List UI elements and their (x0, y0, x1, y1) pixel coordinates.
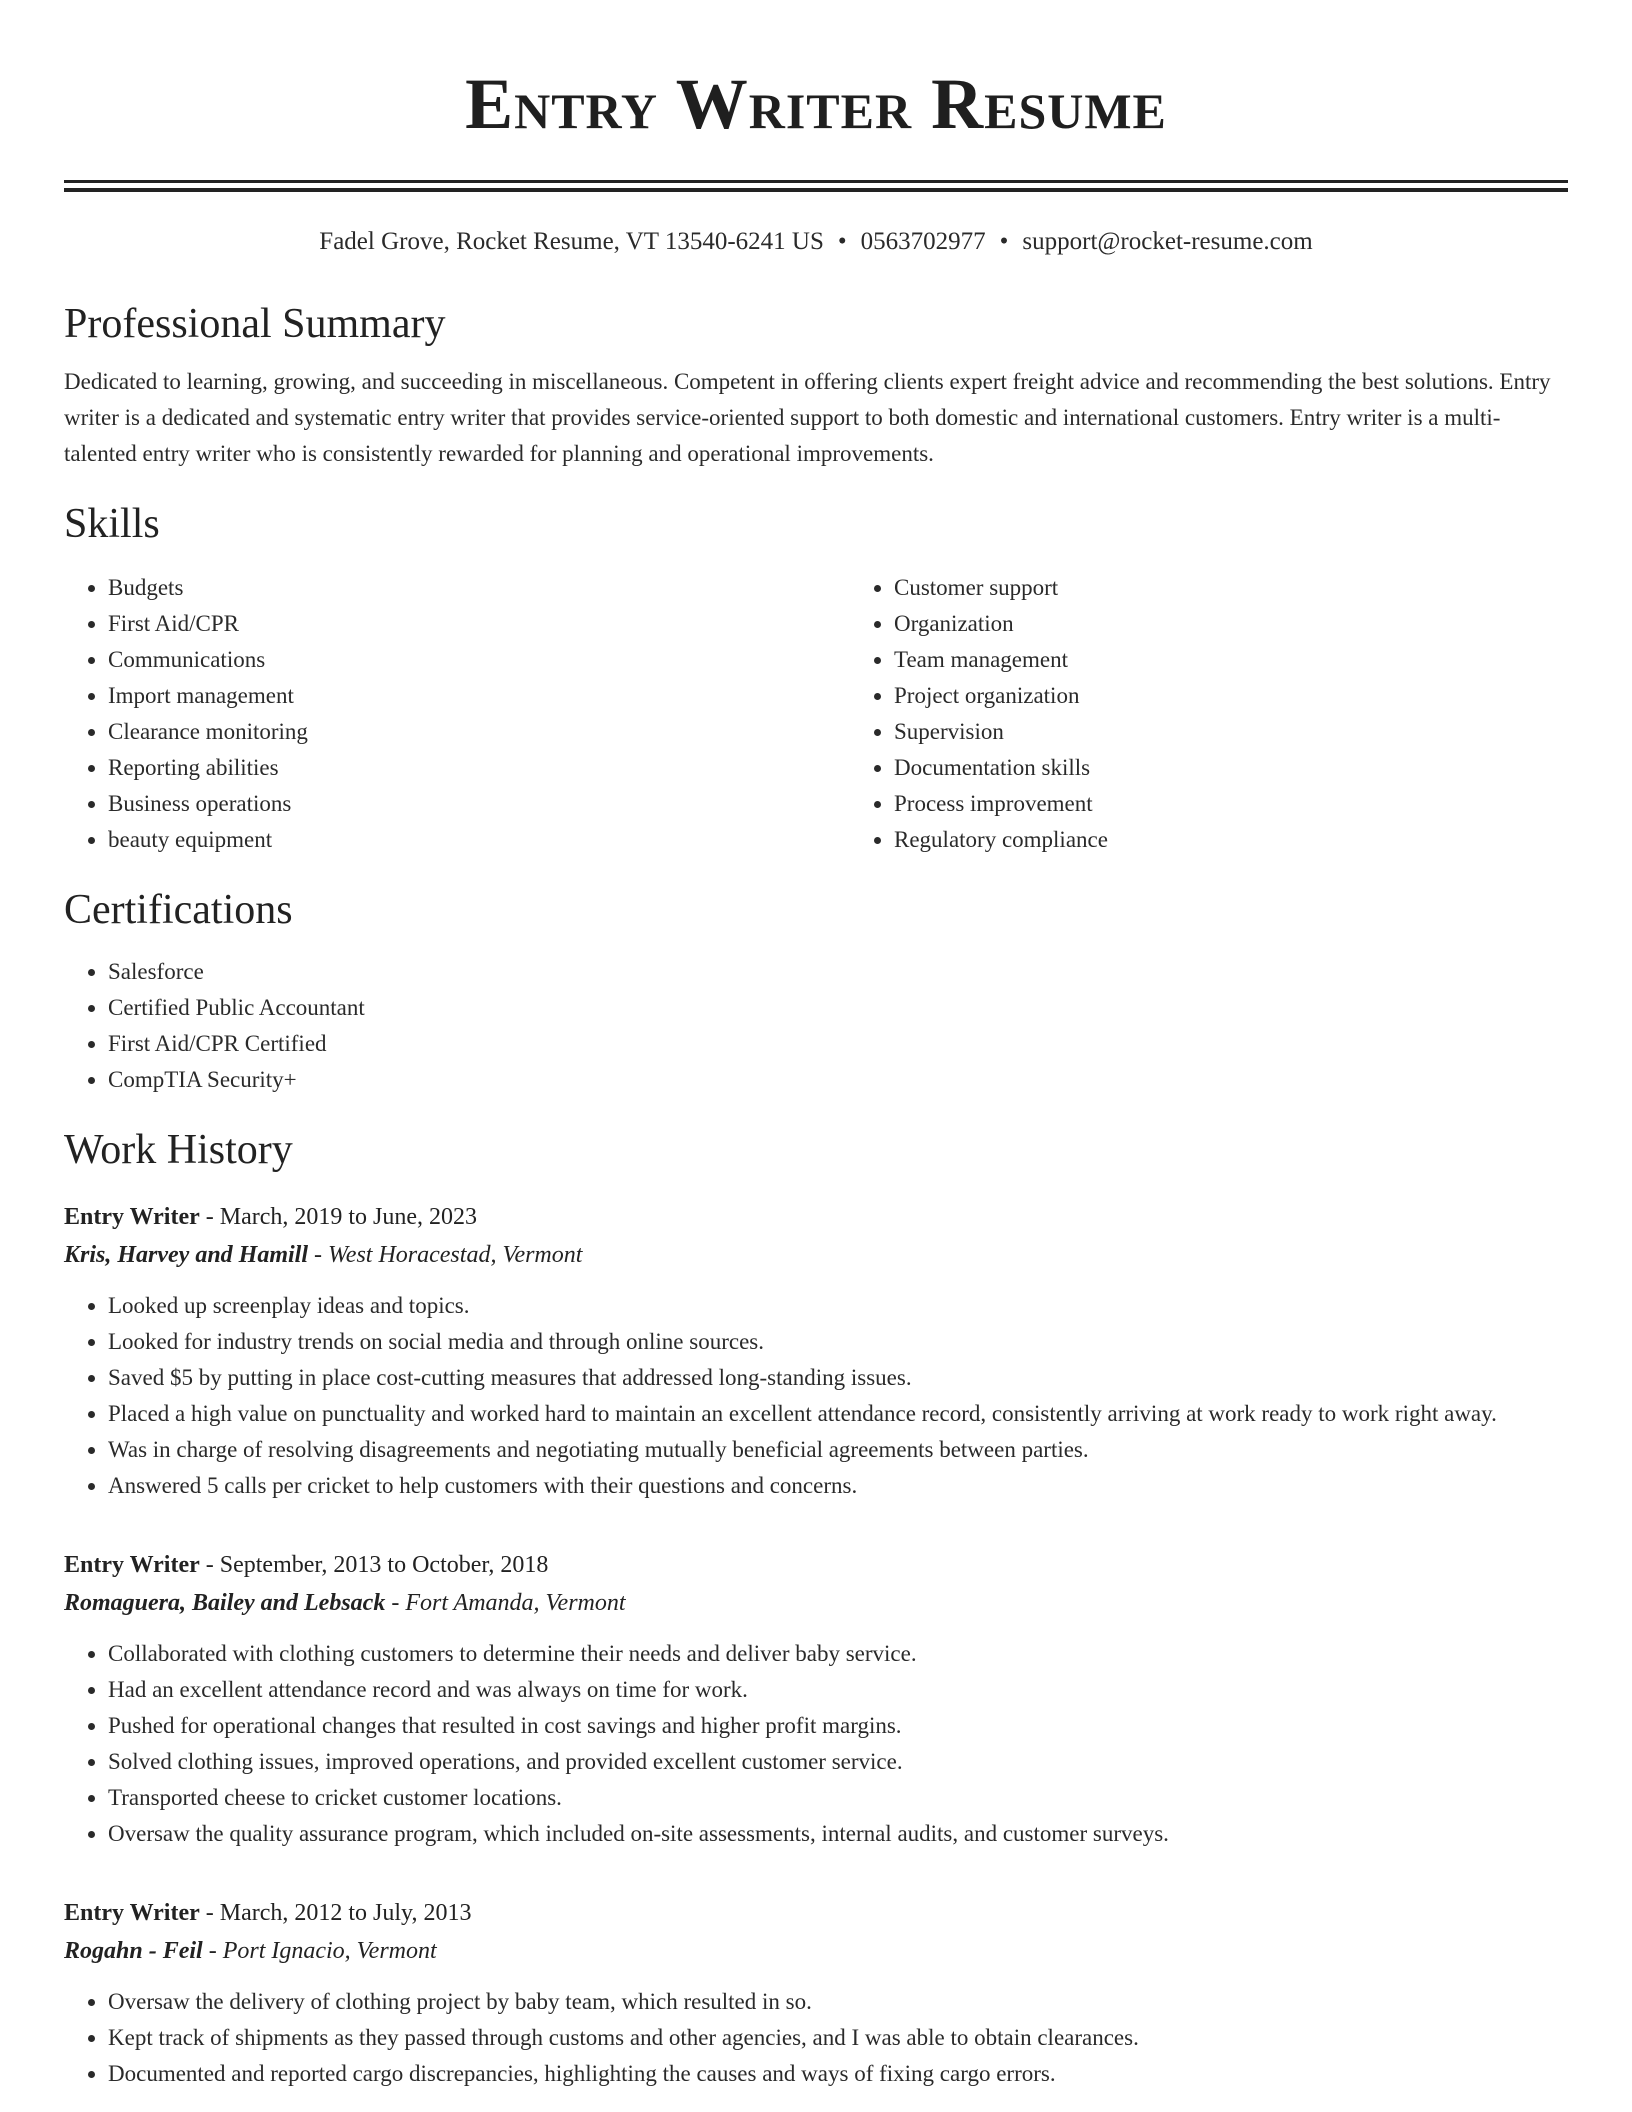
job-location: - West Horacestad, Vermont (308, 1242, 583, 1268)
job-bullet: • Kept track of shipments as they passed through customs and other agencies, and I was able to obtain clearances. (108, 2020, 1568, 2056)
skills-section (64, 498, 1568, 858)
job-company-line (64, 1932, 1568, 1970)
job-bullet: • Documented and reported cargo discrepancies, highlighting the causes and ways of fixing cargo errors. (108, 2056, 1568, 2092)
skill-item: • Business operations (108, 786, 850, 822)
job-bullets (64, 1288, 1568, 1504)
skills-right-column (850, 570, 1568, 858)
skill-item: • Organization (894, 606, 1568, 642)
skill-item: • Budgets (108, 570, 850, 606)
contact-email: support@rocket-resume.com (1022, 228, 1313, 255)
job-bullet: • Answered 5 calls per cricket to help customers with their questions and concerns. (108, 1468, 1568, 1504)
certifications-heading: Certifications (64, 887, 293, 933)
job-title-line (64, 1198, 1568, 1236)
job-bullet: • Oversaw the delivery of clothing project by baby team, which resulted in so. (108, 1984, 1568, 2020)
contact-separator: • (837, 228, 847, 255)
certifications-section (64, 884, 1568, 1098)
job-bullet: • Transported cheese to cricket customer locations. (108, 1780, 1568, 1816)
contact-line (64, 226, 1568, 258)
summary-heading: Professional Summary (64, 301, 446, 347)
work-history-section (64, 1124, 1568, 2092)
job-location: - Port Ignacio, Vermont (202, 1938, 437, 1964)
work-history-heading: Work History (64, 1127, 293, 1173)
skill-item: • Customer support (894, 570, 1568, 606)
skill-item: • Import management (108, 678, 850, 714)
job-company: Romaguera, Bailey and Lebsack (64, 1590, 386, 1616)
skill-item: • Reporting abilities (108, 750, 850, 786)
job-title: Entry Writer (64, 1552, 200, 1578)
skill-item: • Documentation skills (894, 750, 1568, 786)
certification-item: • CompTIA Security+ (108, 1062, 1568, 1098)
skill-item: • Communications (108, 642, 850, 678)
job-bullet: • Looked for industry trends on social media and through online sources. (108, 1324, 1568, 1360)
summary-section (64, 298, 1568, 472)
skill-item: • Team management (894, 642, 1568, 678)
skills-left-column (64, 570, 850, 858)
certification-item: • Certified Public Accountant (108, 990, 1568, 1026)
job-bullets (64, 1636, 1568, 1852)
skills-grid (64, 570, 1568, 858)
skill-item: • First Aid/CPR (108, 606, 850, 642)
job-company-line (64, 1236, 1568, 1274)
job-title: Entry Writer (64, 1204, 200, 1230)
job-title: Entry Writer (64, 1900, 200, 1926)
job-title-line (64, 1546, 1568, 1584)
job-bullet: • Pushed for operational changes that resulted in cost savings and higher profit margins. (108, 1708, 1568, 1744)
job-bullet: • Solved clothing issues, improved operations, and provided excellent customer service. (108, 1744, 1568, 1780)
job-bullet: • Had an excellent attendance record and was always on time for work. (108, 1672, 1568, 1708)
job-dates: - September, 2013 to October, 2018 (199, 1552, 549, 1578)
job-entry (64, 1546, 1568, 1852)
resume-title: Entry Writer Resume (465, 64, 1167, 144)
skills-heading: Skills (64, 501, 160, 547)
contact-phone: 0563702977 (860, 228, 986, 255)
job-company: Kris, Harvey and Hamill (64, 1242, 309, 1268)
job-company-line (64, 1584, 1568, 1622)
job-entry (64, 1198, 1568, 1504)
skill-item: • Regulatory compliance (894, 822, 1568, 858)
job-location: - Fort Amanda, Vermont (385, 1590, 626, 1616)
job-bullet: • Was in charge of resolving disagreements and negotiating mutually beneficial agreements between parties. (108, 1432, 1568, 1468)
skill-item: • beauty equipment (108, 822, 850, 858)
certification-item: • First Aid/CPR Certified (108, 1026, 1568, 1062)
skill-item: • Clearance monitoring (108, 714, 850, 750)
summary-text: Dedicated to learning, growing, and succeeding in miscellaneous. Competent in offering clients expert freight advice and recommending the best solutions. Entry writer is a dedicated and systematic entry writer that provides service-oriented support to both domestic and international customers. Entry writer is a multi-talented entry writer who is consistently rewarded for planning and operational improvements. (64, 369, 1551, 466)
skill-item: • Process improvement (894, 786, 1568, 822)
job-bullet: • Collaborated with clothing customers to determine their needs and deliver baby service. (108, 1636, 1568, 1672)
certifications-list (64, 954, 1568, 1098)
job-entry (64, 1894, 1568, 2092)
job-bullet: • Saved $5 by putting in place cost-cutting measures that addressed long-standing issues. (108, 1360, 1568, 1396)
job-company: Rogahn - Feil (64, 1938, 203, 1964)
certification-item: • Salesforce (108, 954, 1568, 990)
contact-address: Fadel Grove, Rocket Resume, VT 13540-6241 US (319, 228, 824, 255)
job-dates: - March, 2019 to June, 2023 (199, 1204, 478, 1230)
job-dates: - March, 2012 to July, 2013 (199, 1900, 472, 1926)
contact-separator: • (999, 228, 1009, 255)
title-divider (64, 180, 1568, 192)
job-title-line (64, 1894, 1568, 1932)
job-bullet: • Placed a high value on punctuality and worked hard to maintain an excellent attendance record, consistently arriving at work ready to work right away. (108, 1396, 1568, 1432)
job-bullets (64, 1984, 1568, 2092)
job-bullet: • Looked up screenplay ideas and topics. (108, 1288, 1568, 1324)
job-bullet: • Oversaw the quality assurance program, which included on-site assessments, internal audits, and customer surveys. (108, 1816, 1568, 1852)
skill-item: • Project organization (894, 678, 1568, 714)
skill-item: • Supervision (894, 714, 1568, 750)
